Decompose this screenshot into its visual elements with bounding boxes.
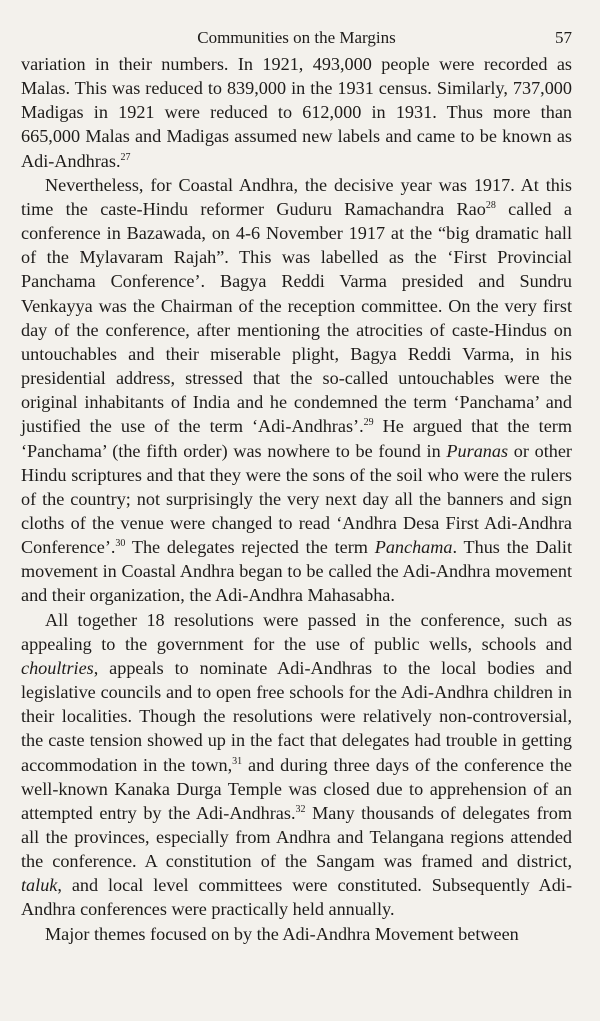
text-run: All together 18 resolutions were passed in the conference, such as appealing to the government for the use of public wells, schools and	[21, 609, 572, 654]
running-title: Communities on the Margins	[197, 28, 396, 47]
text-run: called a conference in Bazawada, on 4-6 November 1917 at the “big dramatic hall of the Mylavaram Rajah”. This was labelled as the ‘First Provincial Panchama Conference’. Bagya Reddi Varma presided and Sundru Venkayya was the Chairman of the reception committee. On the very first day of the conference, after mentioning the atrocities of caste-Hindus on untouchables and their miserable plight, Bagya Reddi Varma, in his presidential address, stressed that the so-called untouchables were the original inhabitants of India and he condemned the term ‘Panchama’ and justified the use of the term ‘Adi-Andhras’.	[21, 198, 572, 437]
text-run: , appeals to nominate Adi-Andhras to the local bodies and legislative councils and to open free schools for the Adi-Andhra children in their localities. Though the resolutions were relatively non-controversial, the caste tension showed up in the fact that delegates had trouble in getting accommodation in the town,	[21, 657, 572, 775]
footnote-marker: 30	[115, 538, 126, 550]
text-run: Major themes focused on by the Adi-Andhra Movement between	[45, 923, 519, 944]
text-run: Nevertheless, for Coastal Andhra, the decisive year was 1917. At this time the caste-Hindu reformer Guduru Ramachandra Rao	[21, 174, 572, 219]
italic-term: taluk	[21, 875, 58, 896]
footnote-marker: 32	[295, 803, 306, 815]
paragraph	[21, 922, 572, 946]
page-header	[21, 0, 572, 52]
text-run: He argued that the term ‘Panchama’ (the fifth order) was nowhere to be found in	[21, 416, 572, 461]
italic-term: choultries	[21, 657, 94, 678]
text-run: or other Hindu scriptures and that they were the sons of the soil who were the rulers of the country; not surprisingly the very next day all the banners and sign cloths of the venue were changed to read ‘Andhra Desa First Adi-Andhra Conference’.	[21, 440, 572, 558]
text-run: Many thousands of delegates from all the provinces, especially from Andhra and Telangana regions attended the conference. A constitution of the Sangam was framed and district,	[21, 802, 572, 872]
text-run: and during three days of the conference the well-known Kanaka Durga Temple was closed due to apprehension of an attempted entry by the Adi-Andhras.	[21, 754, 573, 823]
footnote-marker: 31	[232, 755, 243, 767]
footnote-marker: 29	[363, 417, 374, 429]
paragraph	[21, 52, 572, 173]
footnote-marker: 27	[120, 151, 131, 163]
footnote-marker: 28	[485, 199, 496, 211]
text-run: The delegates rejected the term	[125, 537, 375, 558]
text-run: . Thus the Dalit movement in Coastal Andhra began to be called the Adi-Andhra movement and their organization, the Adi-Andhra Mahasabha.	[21, 537, 572, 606]
page-number: 57	[555, 28, 572, 47]
text-run: , and local level committees were constituted. Subsequently Adi-Andhra conferences were practically held annually.	[21, 875, 572, 920]
paragraph	[21, 608, 572, 922]
paragraph	[21, 173, 572, 608]
italic-term: Panchama	[374, 537, 453, 558]
text-run: variation in their numbers. In 1921, 493,000 people were recorded as Malas. This was reduced to 839,000 in the 1931 census. Similarly, 737,000 Madigas in 1921 were reduced to 612,000 in 1931. Thus more than 665,000 Malas and Madigas assumed new labels and came to be known as Adi-Andhras.	[21, 54, 572, 171]
italic-term: Puranas	[446, 440, 509, 461]
body-text	[21, 52, 572, 946]
